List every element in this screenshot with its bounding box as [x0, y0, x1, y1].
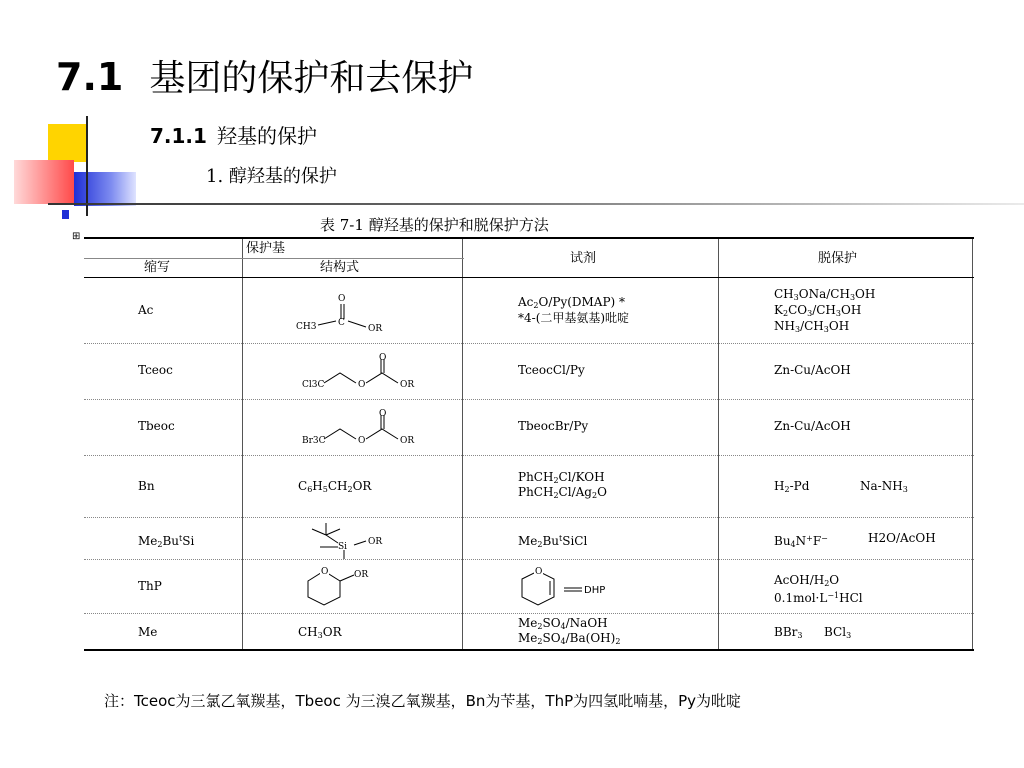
- table-anchor-icon: ⊞: [72, 231, 81, 242]
- row-ac-reagent-2: *4-(二甲基氨基)吡啶: [518, 311, 630, 325]
- structure-tbeoc: [300, 409, 440, 449]
- decor-horizontal-line: [48, 203, 1024, 205]
- struct-label: C: [338, 318, 345, 328]
- struct-label: O: [321, 567, 329, 577]
- row-tbs-abbr: $Me_2Bu^tSi$: [138, 534, 195, 549]
- row-ac-deprotect-3: $NH_3/CH_3OH$: [774, 319, 850, 334]
- table-row-divider: [84, 559, 974, 560]
- row-tbs-deprotect-2: H2O/AcOH: [868, 531, 936, 545]
- slide-title-text: 基团的保护和去保护: [149, 58, 474, 99]
- structure-thp: [294, 563, 404, 609]
- row-thp-abbr: ThP: [138, 579, 162, 593]
- row-tceoc-abbr: Tceoc: [138, 363, 173, 377]
- table-footnote: 注：Tceoc为三氯乙氧羰基，Tbeoc 为三溴乙氧羰基，Bn为苄基，ThP为四氢吡喃基，Py为吡啶: [104, 692, 742, 710]
- decor-red-square: [14, 160, 74, 204]
- struct-label: O: [535, 567, 543, 577]
- protection-table: [84, 237, 974, 651]
- structure-dhp: [514, 565, 634, 609]
- struct-label: OR: [368, 324, 383, 334]
- table-col-divider: [462, 239, 463, 649]
- row-me-reagent-1: $Me_2SO_4$/NaOH: [518, 616, 608, 631]
- table-row-divider: [84, 455, 974, 456]
- table-caption: 表 7-1 醇羟基的保护和脱保护方法: [320, 216, 549, 234]
- table-col-divider: [718, 239, 719, 649]
- struct-label: OR: [368, 537, 383, 547]
- row-bn-deprotect-2: $Na-NH_3$: [860, 479, 908, 494]
- structure-ac: [294, 289, 414, 335]
- row-bn-structure: $C_6H_5CH_2OR$: [298, 479, 372, 494]
- section-number: 7.1.1: [150, 124, 207, 148]
- struct-label: O: [338, 294, 346, 304]
- subsection-heading: 1. 醇羟基的保护: [206, 166, 337, 187]
- row-ac-abbr: Ac: [138, 303, 154, 317]
- row-bn-deprotect-1: $H_2-Pd$: [774, 479, 810, 494]
- row-me-deprotect-2: BCl$_3$: [824, 625, 852, 640]
- row-me-structure: $CH_3OR$: [298, 625, 342, 640]
- table-row-divider: [84, 613, 974, 614]
- decor-yellow-square: [48, 124, 86, 162]
- struct-label: O: [379, 353, 387, 363]
- header-deprotection: 脱保护: [818, 251, 858, 266]
- decor-small-square: [62, 210, 69, 219]
- table-col-divider: [242, 239, 243, 649]
- row-tbs-deprotect-1: $Bu_4N^+F^-$: [774, 534, 828, 549]
- row-tbs-reagent: $Me_2Bu^tSiCl$: [518, 534, 588, 549]
- table-header-divider: [84, 258, 464, 259]
- struct-label: OR: [354, 570, 369, 580]
- row-tbeoc-abbr: Tbeoc: [138, 419, 175, 433]
- row-bn-reagent-1: PhCH$_2$Cl/KOH: [518, 470, 605, 485]
- row-bn-reagent-2: $PhCH_2Cl/Ag_2O$: [518, 485, 607, 500]
- decor-vertical-line: [86, 116, 88, 216]
- row-me-abbr: Me: [138, 625, 158, 639]
- row-ac-deprotect-1: $CH_3ONa/CH_3OH$: [774, 287, 876, 302]
- dhp-label: DHP: [584, 585, 606, 596]
- struct-label: O: [379, 409, 387, 419]
- table-header-bottom: [84, 277, 974, 278]
- struct-label: OR: [400, 436, 415, 446]
- row-tbeoc-deprotect: Zn-Cu/AcOH: [774, 419, 851, 433]
- table-row-divider: [84, 517, 974, 518]
- header-abbreviation: 缩写: [144, 260, 171, 275]
- struct-label: O: [358, 436, 366, 446]
- decor-blue-square: [74, 172, 136, 206]
- header-reagent: 试剂: [570, 251, 597, 266]
- structure-tceoc: [300, 353, 440, 393]
- struct-label: Br3C: [302, 436, 326, 446]
- header-protecting-group: 保护基: [246, 241, 286, 256]
- row-thp-deprotect-2: $0.1mol\cdot L^{-1}HCl$: [774, 591, 863, 605]
- slide-title-number: 7.1: [56, 55, 124, 99]
- table-row-divider: [84, 343, 974, 344]
- row-tceoc-deprotect: Zn-Cu/AcOH: [774, 363, 851, 377]
- section-text: 羟基的保护: [216, 124, 317, 148]
- slide-title: [56, 50, 473, 101]
- header-structure: 结构式: [320, 260, 360, 275]
- row-tceoc-reagent: TceocCl/Py: [518, 363, 585, 377]
- struct-label: Cl3C: [302, 380, 325, 390]
- row-tbeoc-reagent: TbeocBr/Py: [518, 419, 589, 433]
- row-bn-abbr: Bn: [138, 479, 155, 493]
- struct-label: O: [358, 380, 366, 390]
- struct-label: Si: [338, 542, 348, 552]
- row-thp-deprotect-1: AcOH/$H_2O$: [774, 573, 840, 588]
- table-row-divider: [84, 399, 974, 400]
- structure-tbs: [298, 519, 408, 561]
- row-me-deprotect-1: BBr$_3$: [774, 625, 803, 640]
- row-ac-reagent-1: $Ac_2O/Py(DMAP)$ *: [518, 295, 626, 310]
- struct-label: OR: [400, 380, 415, 390]
- row-me-reagent-2: $Me_2SO_4/Ba(OH)_2$: [518, 631, 621, 646]
- struct-label: CH3: [296, 322, 317, 332]
- table-col-divider: [972, 239, 973, 649]
- section-heading: [150, 120, 317, 149]
- row-ac-deprotect-2: $K_2CO_3/CH_3OH$: [774, 303, 862, 318]
